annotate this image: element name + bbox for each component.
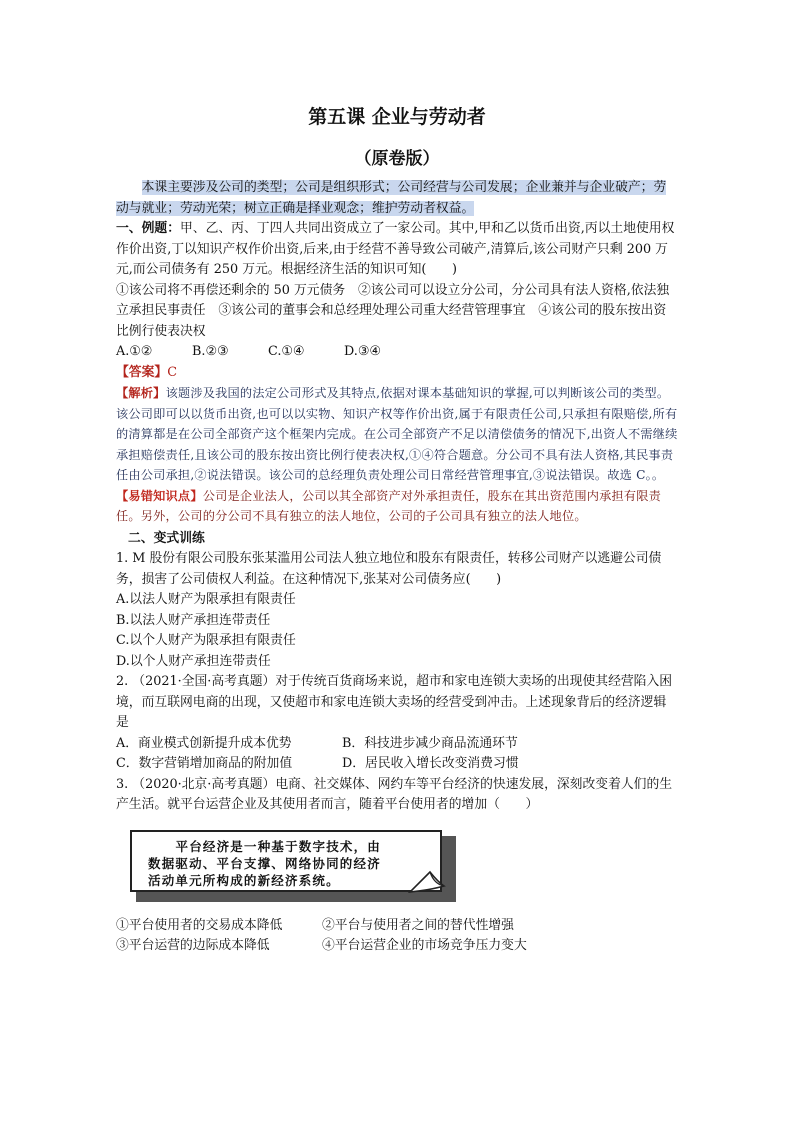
- q1-stem: 1. M 股份有限公司股东张某滥用公司法人独立地位和股东有限责任，转移公司财产以逃避公司债务，损害了公司债权人利益。在这种情况下,张某对公司债务应( ): [116, 551, 662, 587]
- option-b: B.②③: [192, 344, 229, 359]
- option-d: D.③④: [344, 344, 381, 359]
- answer-value: C: [167, 364, 177, 380]
- q3-stem: 3. （2020·北京·高考真题）电商、社交媒体、网约车等平台经济的快速发展，深刻改变着人们的生产生活。就平台运营企业及其使用者而言，随着平台使用者的增加（ ）: [116, 776, 673, 812]
- intro-text: 本课主要涉及公司的类型；公司是组织形式；公司经营与公司发展；企业兼并与企业破产；劳动与就业；劳动光荣；树立正确是择业观念；维护劳动者权益。: [116, 180, 667, 216]
- q1-option-d: D.以个人财产承担连带责任: [116, 653, 271, 669]
- figure-box: [130, 830, 442, 892]
- q2-option-c: C．数字营销增加商品的附加值: [116, 756, 293, 771]
- knowledge-text: 公司是企业法人，公司以其全部资产对外承担责任，股东在其出资范围内承担有限责任。另外，公司的分公司不具有独立的法人地位，公司的子公司具有独立的法人地位。: [116, 488, 662, 523]
- page-subtitle: （原卷版）: [354, 149, 440, 169]
- q2-option-d: D．居民收入增长改变消费习惯: [342, 756, 519, 771]
- answer-line: [116, 363, 678, 384]
- q3-option-1: ①平台使用者的交易成本降低: [116, 917, 283, 933]
- q1-option-c: C.以个人财产为限承担有限责任: [116, 633, 296, 648]
- example-options: [116, 342, 678, 363]
- q2-option-a: A．商业模式创新提升成本优势: [116, 735, 292, 751]
- analysis-label: 【解析】: [116, 386, 166, 400]
- q2-options-row1: [116, 734, 678, 755]
- q1-option-b: B.以法人财产承担连带责任: [116, 612, 271, 628]
- knowledge-paragraph: [116, 486, 678, 527]
- example-statements: ①该公司将不再偿还剩余的 50 万元债务 ②该公司可以设立分公司，分公司具有法人资格,依法独立承担民事责任 ③该公司的董事会和总经理处理公司重大经营管理事宜 ④该公司的股东按出资比例行使表决权: [116, 282, 670, 339]
- page-curl-icon: [408, 868, 448, 896]
- example-heading: 一、例题：: [116, 221, 180, 236]
- q1-option-a: A.以法人财产为限承担有限责任: [116, 592, 296, 607]
- q2-options-row2: [116, 754, 678, 775]
- q2-stem: 2. （2021·全国·高考真题）对于传统百货商场来说，超市和家电连锁大卖场的出现使其经营陷入困境，而互联网电商的出现，又使超市和家电连锁大卖场的经营受到冲击。上述现象背后的经济逻辑是: [116, 674, 673, 730]
- option-c: C.①④: [268, 344, 305, 359]
- answer-label: 【答案】: [116, 364, 168, 380]
- platform-economy-figure: [130, 830, 460, 908]
- q3-option-4: ④平台运营企业的市场竞争压力变大: [322, 938, 527, 953]
- knowledge-label: 【易错知识点】: [116, 488, 203, 503]
- practice-heading: 二、变式训练: [128, 530, 205, 546]
- intro-paragraph: [116, 178, 678, 219]
- option-a: A.①②: [116, 344, 153, 359]
- q3-option-2: ②平台与使用者之间的替代性增强: [322, 917, 514, 933]
- figure-line-1: 平台经济是一种基于数字技术，由: [175, 838, 382, 854]
- q3-options-row2: [116, 936, 678, 957]
- figure-line-3: 活动单元所构成的新经济系统。: [148, 872, 340, 888]
- q3-option-3: ③平台运营的边际成本降低: [116, 938, 270, 953]
- analysis-paragraph: [116, 383, 678, 486]
- q3-options-row1: [116, 916, 678, 937]
- analysis-text: 该题涉及我国的法定公司形式及其特点,依据对课本基础知识的掌握,可以判断该公司的类型。该公司即可以以货币出资,也可以以实物、知识产权等作价出资,属于有限责任公司,只承担有限赔偿,所有的清算都是在公司全部资产这个框架内完成。在公司全部资产不足以清偿债务的情况下,出资人不需继续承担赔偿责任,且该公司的股东按出资比例行使表决权,①④符合题意。分公司不具有法人资格,其民事责任由公司承担,②说法错误。该公司的总经理负责处理公司日常经营管理事宜,③说法错误。故选 C。。: [116, 386, 678, 482]
- figure-line-2: 数据驱动、平台支撑、网络协同的经济: [148, 855, 381, 871]
- q2-option-b: B．科技进步减少商品流通环节: [342, 735, 518, 751]
- example-stem-text: 甲、乙、丙、丁四人共同出资成立了一家公司。其中,甲和乙以货币出资,丙以土地使用权作价出资,丁以知识产权作价出资,后来,由于经营不善导致公司破产,清算后,该公司财产只剩 200 万元,而公司债务有 250 万元。根据经济生活的知识可知( ): [116, 221, 675, 277]
- page-title: 第五课 企业与劳动者: [308, 106, 486, 128]
- example-stem: [116, 219, 678, 281]
- document-page: [116, 100, 678, 957]
